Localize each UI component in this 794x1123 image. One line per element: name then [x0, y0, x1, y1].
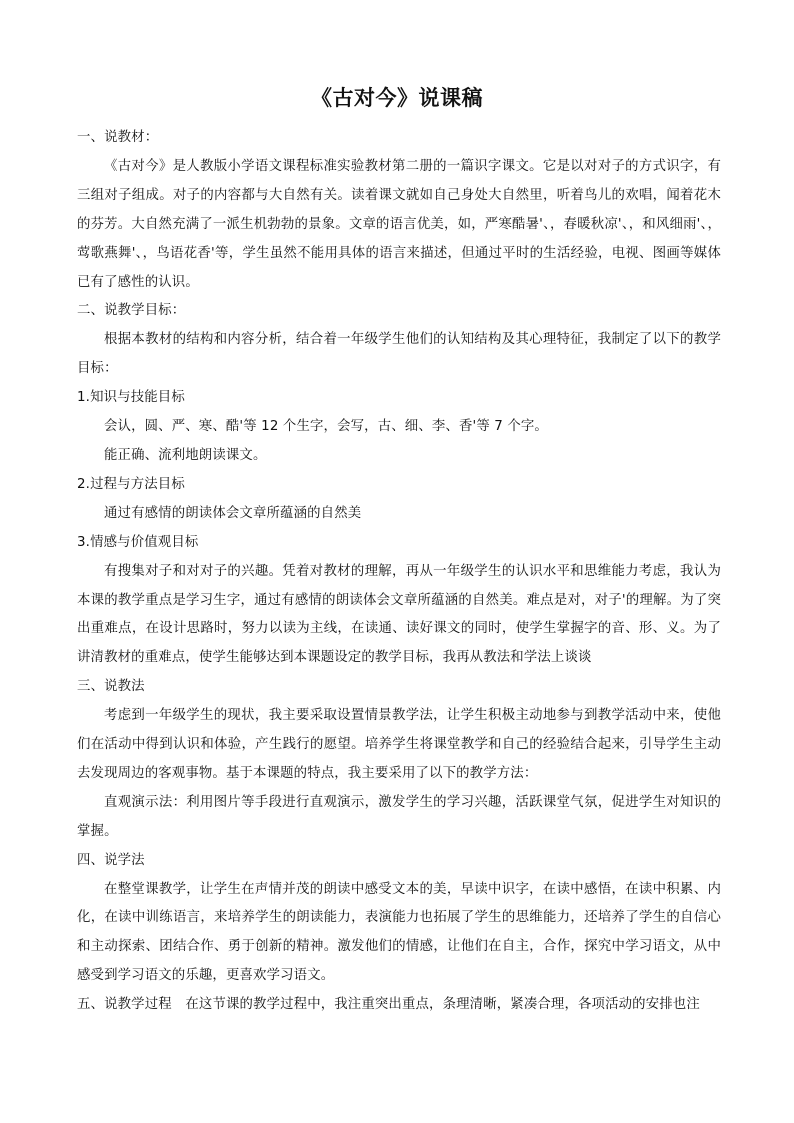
document-title: 《古对今》说课稿	[311, 86, 483, 110]
paragraph-demonstration-method: 直观演示法：利用图片等手段进行直观演示，激发学生的学习兴趣，活跃课堂气氛，促进学生对知识的掌握。	[77, 794, 721, 839]
paragraph-teaching-methods: 考虑到一年级学生的现状，我主要采取设置情景教学法，让学生积极主动地参与到教学活动中来，使他们在活动中得到认识和体验，产生践行的愿望。培养学生将课堂教学和自己的经验结合起来，引导学生主动去发现周边的客观事物。基于本课题的特点，我主要采用了以下的教学方法：	[77, 708, 721, 781]
section-heading-teaching-material: 一、说教材：	[77, 130, 159, 145]
paragraph-goals-intro: 根据本教材的结构和内容分析，结合着一年级学生他们的认知结构及其心理特征，我制定了以下的教学目标：	[77, 332, 721, 377]
document-body	[77, 124, 721, 1020]
section-heading-teaching-process: 五、说教学过程 在这节课的教学过程中，我注重突出重点，条理清晰，紧凑合理，各项活动的安排也注	[77, 997, 700, 1013]
paragraph-process-method: 通过有感情的朗读体会文章所蕴涵的自然美	[104, 505, 362, 521]
paragraph-knowledge-skills-2: 能正确、流利地朗读课文。	[104, 447, 267, 463]
section-heading-teaching-methods: 三、说教法	[77, 679, 145, 695]
paragraph-learning-methods: 在整堂课教学，让学生在声情并茂的朗读中感受文本的美，早读中识字，在读中感悟，在读中积累、内化，在读中训练语言，来培养学生的朗读能力，表演能力也拓展了学生的思维能力，还培养了学生的自信心和主动探索、团结合作、勇于创新的精神。激发他们的情感，让他们在自主，合作，探究中学习语文，从中感受到学习语文的乐趣，更喜欢学习语文。	[77, 881, 721, 984]
subheading-process-method: 2.过程与方法目标	[77, 476, 185, 492]
section-heading-learning-methods: 四、说学法	[77, 852, 145, 868]
subheading-knowledge-skills: 1.知识与技能目标	[77, 390, 185, 406]
subheading-emotion-values: 3.情感与价值观目标	[77, 534, 199, 550]
paragraph-knowledge-skills-1: 会认，圆、严、寒、酷'等 12 个生字，会写，古、细、李、香'等 7 个字。	[104, 419, 548, 435]
paragraph-material-intro: 《古对今》是人教版小学语文课程标准实验教材第二册的一篇识字课文。它是以对对子的方式识字，有三组对子组成。对子的内容都与大自然有关。读着课文就如自己身处大自然里，听着鸟儿的欢唱，闻着花木的芬芳。大自然充满了一派生机勃勃的景象。文章的语言优美，如，严寒酷暑'、，春暖秋凉'、，和风细雨'、，莺歌燕舞'、，鸟语花香'等，学生虽然不能用具体的语言来描述，但通过平时的生活经验，电视、图画等媒体已有了感性的认识。	[77, 158, 721, 290]
paragraph-emotion-values: 有搜集对子和对对子的兴趣。凭着对教材的理解，再从一年级学生的认识水平和思维能力考虑，我认为本课的教学重点是学习生字，通过有感情的朗读体会文章所蕴涵的自然美。难点是对，对子'的理解。为了突出重难点，在设计思路时，努力以读为主线，在读通、读好课文的同时，使学生掌握字的音、形、义。为了讲清教材的重难点，使学生能够达到本课题设定的教学目标，我再从教法和学法上谈谈	[77, 563, 721, 666]
section-heading-teaching-goals: 二、说教学目标：	[77, 303, 186, 319]
